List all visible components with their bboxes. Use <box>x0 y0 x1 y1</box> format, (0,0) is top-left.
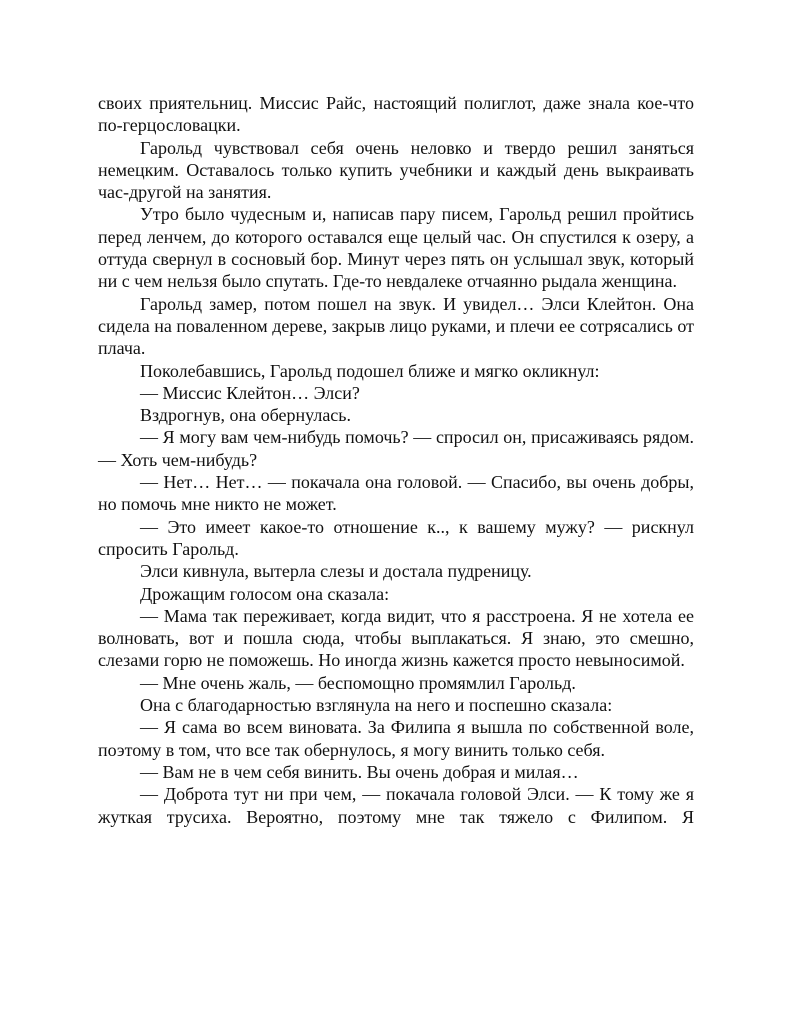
dialogue-line: — Мама так переживает, когда видит, что я расстроена. Я не хотела ее волновать, вот и пошла сюда, чтобы выплакаться. Я знаю, это смешно, слезами горю не поможешь. Но иногда жизнь кажется просто невыносимой. <box>98 605 694 671</box>
paragraph: Утро было чудесным и, написав пару писем, Гарольд решил пройтись перед ленчем, до которого оставался еще целый час. Он спустился к озеру, а оттуда свернул в сосновый бор. Минут через пять он услышал звук, который ни с чем нельзя было спутать. Где-то невдалеке отчаянно рыдала женщина. <box>98 204 694 292</box>
dialogue-line: — Я сама во всем виновата. За Филипа я вышла по собственной воле, поэтому в том, что все так обернулось, я могу винить только себя. <box>98 717 694 760</box>
dialogue-line: — Это имеет какое-то отношение к.., к вашему мужу? — рискнул спросить Гарольд. <box>98 516 694 559</box>
paragraph: Элси кивнула, вытерла слезы и достала пудреницу. <box>140 561 532 582</box>
dialogue-line: — Мне очень жаль, — беспомощно промямлил Гарольд. <box>140 672 576 693</box>
paragraph: Гарольд чувствовал себя очень неловко и твердо решил заняться немецким. Оставалось только купить учебники и каждый день выкраивать час-другой на занятия. <box>98 137 694 203</box>
paragraph: Поколебавшись, Гарольд подошел ближе и мягко окликнул: <box>140 360 600 381</box>
paragraph: Гарольд замер, потом пошел на звук. И увидел… Элси Клейтон. Она сидела на поваленном дереве, закрыв лицо руками, и плечи ее сотрясались от плача. <box>98 293 695 359</box>
paragraph: Вздрогнув, она обернулась. <box>140 405 352 426</box>
dialogue-line: — Доброта тут ни при чем, — покачала головой Элси. — К тому же я жуткая трусиха. Вероятно, поэтому мне так тяжело с Филипом. Я <box>98 784 694 827</box>
paragraph: Дрожащим голосом она сказала: <box>140 583 390 604</box>
dialogue-line: — Миссис Клейтон… Элси? <box>140 382 360 403</box>
paragraph: Она с благодарностью взглянула на него и поспешно сказала: <box>140 695 613 716</box>
paragraph-continuation: своих приятельниц. Миссис Райс, настоящий полиглот, даже знала кое-что по-герцословацки. <box>98 93 694 136</box>
dialogue-line: — Вам не в чем себя винить. Вы очень добрая и милая… <box>140 761 579 782</box>
dialogue-line: — Я могу вам чем-нибудь помочь? — спросил он, присаживаясь рядом. — Хоть чем-нибудь? <box>98 427 694 470</box>
dialogue-line: — Нет… Нет… — покачала она головой. — Спасибо, вы очень добры, но помочь мне никто не может. <box>98 472 694 515</box>
document-page <box>98 92 694 828</box>
